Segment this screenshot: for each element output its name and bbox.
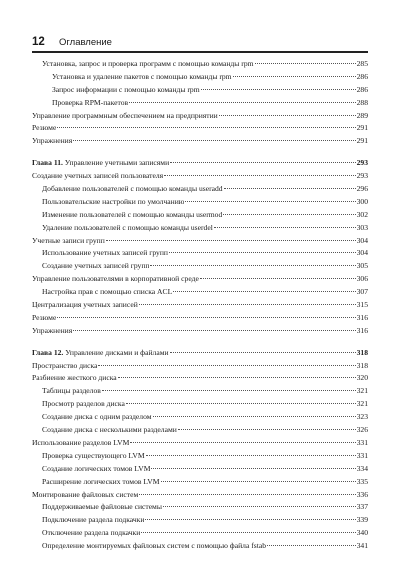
toc-leader-dots [73, 330, 355, 331]
page-number: 12 [32, 36, 45, 48]
toc-leader-dots [161, 481, 356, 482]
toc-leader-dots [145, 519, 355, 520]
toc-leader-dots [153, 416, 356, 417]
toc-leader-dots [126, 403, 356, 404]
toc-leader-dots [130, 442, 355, 443]
toc-page-number: 334 [356, 463, 368, 473]
toc-entry-title [32, 157, 169, 170]
toc-entry [32, 196, 368, 209]
toc-page-number: 289 [356, 110, 368, 120]
toc-leader-dots [106, 240, 356, 241]
toc-page-number: 293 [356, 158, 368, 168]
table-of-contents [32, 58, 368, 553]
toc-page-number: 300 [356, 196, 368, 206]
toc-entry [32, 489, 368, 502]
toc-entry [32, 501, 368, 514]
toc-chapter-entry [32, 347, 368, 360]
toc-entry [32, 235, 368, 248]
toc-leader-dots [129, 102, 356, 103]
toc-leader-dots [169, 252, 356, 253]
toc-leader-dots [163, 506, 356, 507]
toc-page-number: 293 [356, 171, 368, 181]
toc-entry [32, 260, 368, 273]
toc-entry [32, 360, 368, 373]
toc-entry [32, 527, 368, 540]
page-header [32, 36, 368, 52]
toc-page-number: 316 [356, 312, 368, 322]
toc-chapter-title: Управление дисками и файлами [63, 347, 169, 357]
toc-entry-title: Пространство диска [32, 360, 98, 370]
toc-entry [32, 71, 368, 84]
toc-entry-title: Монтирование файловых систем [32, 489, 139, 499]
toc-page-number: 323 [356, 412, 368, 422]
toc-leader-dots [173, 291, 355, 292]
toc-page-number: 291 [356, 123, 368, 133]
toc-page-number: 286 [356, 84, 368, 94]
toc-leader-dots [233, 76, 356, 77]
toc-entry [32, 209, 368, 222]
toc-page-number: 318 [356, 347, 368, 357]
toc-page-number: 331 [356, 450, 368, 460]
toc-entry-title: Просмотр разделов диска [42, 399, 125, 409]
toc-page-number: 304 [356, 235, 368, 245]
toc-entry-title: Создание диска с одним разделом [42, 412, 152, 422]
toc-leader-dots [57, 127, 355, 128]
toc-entry-title: Централизация учетных записей [32, 300, 138, 310]
toc-page-number: 306 [356, 274, 368, 284]
toc-page-number: 302 [356, 209, 368, 219]
toc-entry [32, 372, 368, 385]
toc-entry-title: Добавление пользователей с помощью команды useradd [42, 184, 223, 194]
toc-leader-dots [200, 278, 356, 279]
toc-leader-dots [224, 188, 356, 189]
toc-page-number: 296 [356, 184, 368, 194]
toc-page-number: 291 [356, 136, 368, 146]
toc-entry-title: Управление программным обеспечением на предприятии [32, 110, 218, 120]
toc-page-number: 315 [356, 300, 368, 310]
toc-entry [32, 135, 368, 148]
toc-entry [32, 476, 368, 489]
toc-entry-title: Удаление пользователей с помощью команды userdel [42, 222, 213, 232]
toc-entry-title: Установка, запрос и проверка программ с помощью команды rpm [42, 59, 254, 68]
toc-entry-title [32, 347, 169, 360]
toc-entry-title: Резюме [32, 312, 57, 322]
toc-leader-dots [98, 365, 355, 366]
toc-entry-title: Упражнения [32, 325, 73, 335]
toc-entry-title: Отключение раздела подкачки [42, 528, 141, 538]
toc-entry-title: Создание диска с несколькими разделами [42, 425, 177, 435]
toc-leader-dots [255, 63, 356, 64]
toc-chapter-number: Глава 11. [32, 158, 63, 168]
toc-entry-title: Использование разделов LVM [32, 437, 130, 447]
toc-leader-dots [185, 201, 355, 202]
toc-entry-title: Разбиение жесткого диска [32, 373, 117, 383]
toc-page-number: 331 [356, 437, 368, 447]
toc-page-number: 303 [356, 222, 368, 232]
toc-page-number: 339 [356, 515, 368, 525]
toc-entry [32, 273, 368, 286]
toc-entry-title: Проверка существующего LVM [42, 450, 145, 460]
toc-page-number: 337 [356, 502, 368, 512]
toc-entry [32, 183, 368, 196]
toc-page-number: 341 [356, 541, 368, 551]
toc-entry [32, 463, 368, 476]
toc-entry-title: Управление пользователями в корпоративной среде [32, 274, 199, 284]
toc-entry-title: Настройка прав с помощью списка ACL [42, 287, 173, 297]
toc-entry-title: Создание учетных записей пользователя [32, 171, 164, 181]
toc-leader-dots [151, 468, 355, 469]
toc-entry-title: Резюме [32, 123, 57, 133]
toc-page-number: 326 [356, 425, 368, 435]
toc-entry [32, 97, 368, 110]
toc-entry [32, 325, 368, 338]
toc-page-number: 316 [356, 325, 368, 335]
toc-leader-dots [214, 227, 356, 228]
toc-leader-dots [150, 265, 355, 266]
toc-page-number: 340 [356, 528, 368, 538]
toc-leader-dots [102, 390, 356, 391]
toc-entry [32, 424, 368, 437]
toc-entry [32, 122, 368, 135]
header-rule [32, 51, 368, 53]
toc-entry [32, 286, 368, 299]
toc-entry [32, 411, 368, 424]
toc-entry-title: Создание учетных записей групп [42, 261, 150, 271]
toc-page-number: 321 [356, 399, 368, 409]
toc-entry-title: Проверка RPM-пакетов [52, 97, 129, 107]
toc-entry [32, 540, 368, 553]
toc-entry [32, 170, 368, 183]
toc-entry [32, 450, 368, 463]
toc-page-number: 320 [356, 373, 368, 383]
toc-gap [32, 338, 368, 347]
toc-entry [32, 222, 368, 235]
toc-leader-dots [219, 115, 356, 116]
toc-entry-title: Пользовательские настройки по умолчанию [42, 196, 185, 206]
toc-page-number: 318 [356, 360, 368, 370]
toc-leader-dots [201, 89, 356, 90]
toc-leader-dots [57, 317, 355, 318]
toc-entry-title: Изменение пользователей с помощью команды usermod [42, 209, 223, 219]
toc-leader-dots [118, 377, 356, 378]
toc-entry-title: Создание логических томов LVM [42, 463, 151, 473]
toc-page-number: 304 [356, 248, 368, 258]
toc-entry-title: Использование учетных записей групп [42, 248, 168, 258]
toc-leader-dots [139, 494, 355, 495]
toc-leader-dots [164, 175, 355, 176]
toc-entry [32, 84, 368, 97]
toc-leader-dots [223, 214, 355, 215]
toc-chapter-title: Управление учетными записями [62, 158, 170, 168]
toc-page-number: 336 [356, 489, 368, 499]
toc-entry [32, 247, 368, 260]
toc-page-number: 321 [356, 386, 368, 396]
toc-entry [32, 299, 368, 312]
toc-leader-dots [73, 140, 355, 141]
toc-leader-dots [267, 545, 356, 546]
toc-entry-title: Запрос информации с помощью команды rpm [52, 84, 200, 94]
toc-gap [32, 148, 368, 157]
toc-entry-title: Подключение раздела подкачки [42, 515, 145, 525]
toc-entry-title: Установка и удаление пакетов с помощью команды rpm [52, 71, 232, 81]
toc-entry-title: Определение монтируемых файловых систем с помощью файла fstab [42, 541, 266, 551]
toc-page-number: 305 [356, 261, 368, 271]
toc-chapter-number: Глава 12. [32, 347, 64, 357]
toc-leader-dots [141, 532, 355, 533]
toc-entry [32, 398, 368, 411]
toc-entry [32, 385, 368, 398]
toc-entry [32, 312, 368, 325]
toc-entry-title: Расширение логических томов LVM [42, 476, 160, 486]
toc-page-number: 288 [356, 97, 368, 107]
toc-entry [32, 437, 368, 450]
toc-entry-title: Поддерживаемые файловые системы [42, 502, 162, 512]
toc-leader-dots [146, 455, 356, 456]
toc-leader-dots [178, 429, 356, 430]
toc-entry [32, 110, 368, 123]
toc-page-number: 285 [356, 59, 368, 68]
toc-entry [32, 514, 368, 527]
toc-entry-title: Учетные записи групп [32, 235, 105, 245]
toc-leader-dots [170, 352, 356, 353]
toc-page-number: 307 [356, 287, 368, 297]
toc-entry-title: Упражнения [32, 136, 73, 146]
running-title: Оглавление [59, 37, 112, 48]
toc-leader-dots [170, 162, 355, 163]
toc-page-number: 286 [356, 71, 368, 81]
toc-page-number: 335 [356, 476, 368, 486]
toc-entry [32, 58, 368, 71]
toc-entry-title: Таблицы разделов [42, 386, 101, 396]
toc-leader-dots [139, 304, 356, 305]
toc-chapter-entry [32, 157, 368, 170]
